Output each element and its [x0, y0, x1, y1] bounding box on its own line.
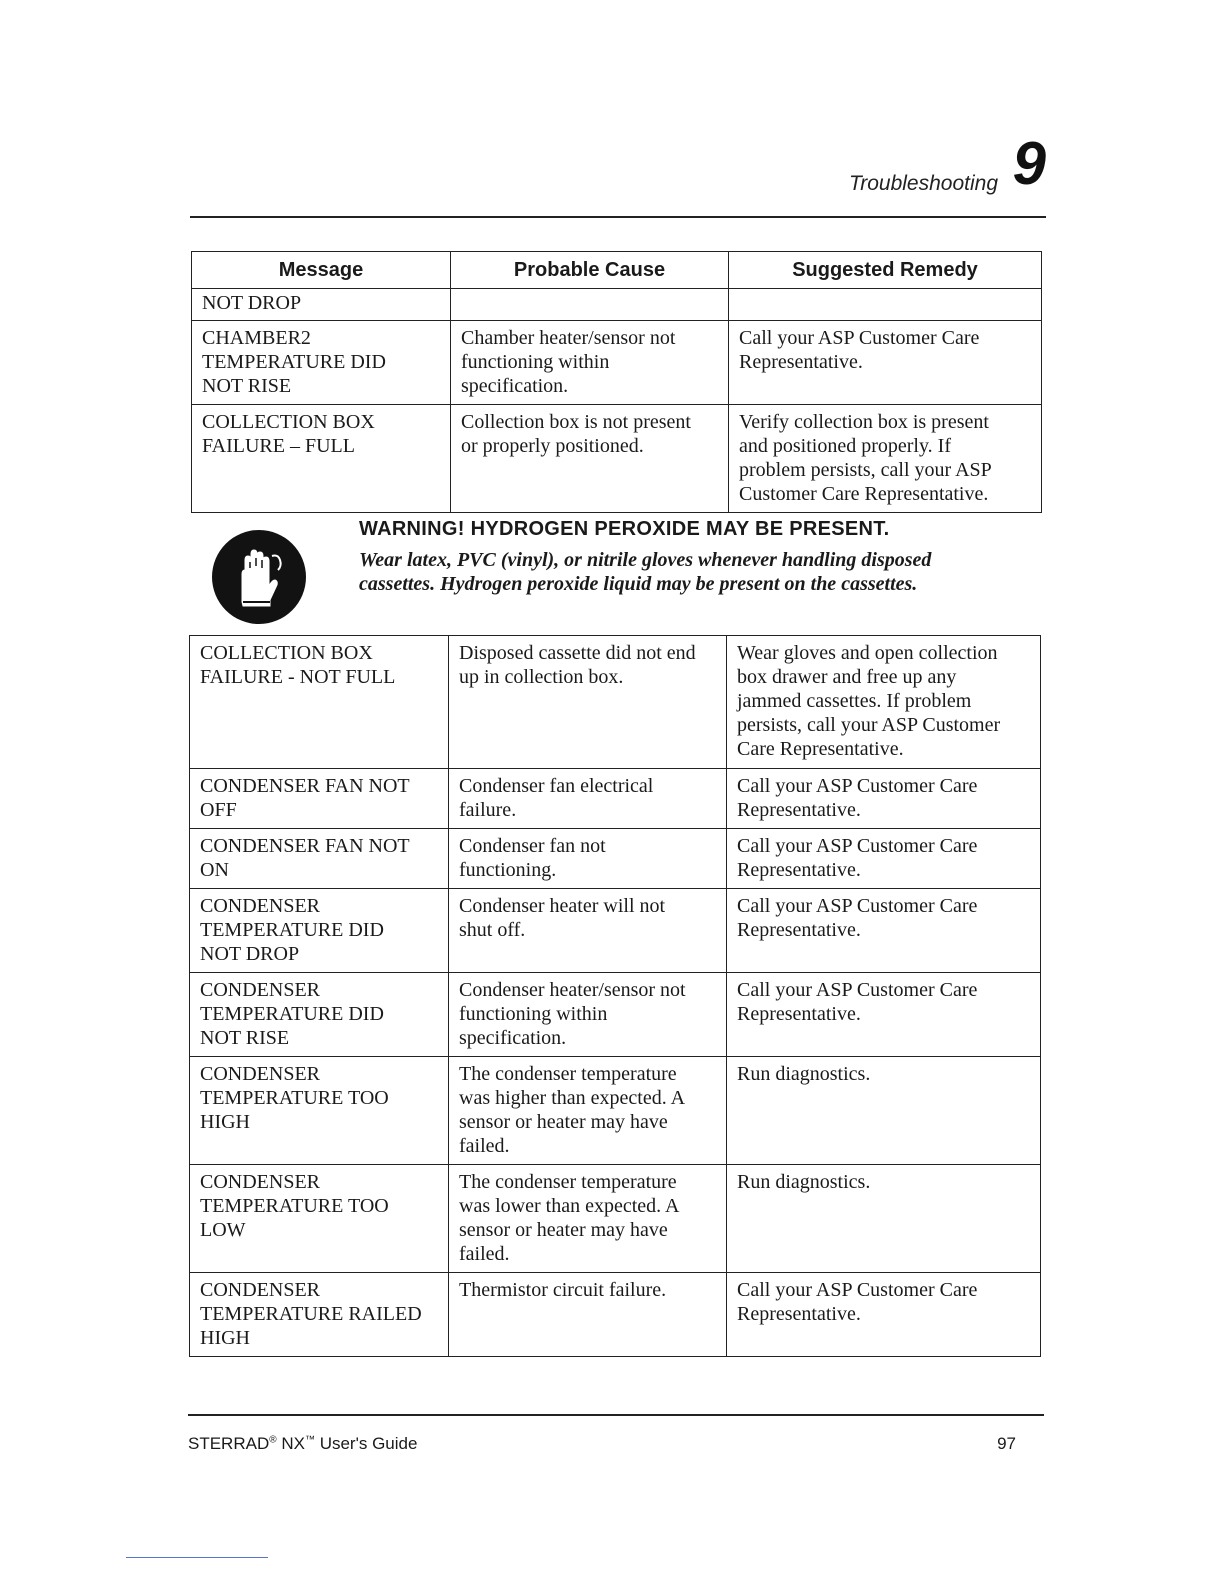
remedy-cell [727, 636, 1041, 769]
message-text: NOT DROP [202, 292, 302, 314]
remedy-cell [727, 769, 1041, 829]
message-cell [190, 1057, 449, 1165]
message-cell [190, 1273, 449, 1357]
table-row [190, 636, 1041, 769]
cause-text: Collection box is not present or properly positioned. [461, 411, 691, 457]
cause-text: Condenser heater/sensor not functioning within specification. [459, 979, 686, 1049]
cause-text: Condenser fan not functioning. [459, 835, 606, 881]
warning-block [198, 518, 1028, 626]
message-text: CONDENSER TEMPERATURE RAILED HIGH [200, 1279, 422, 1349]
table-row [190, 1273, 1041, 1357]
column-header-suggested-remedy: Suggested Remedy [729, 252, 1042, 289]
page-number: 97 [997, 1434, 1016, 1453]
guide-title [188, 1434, 417, 1454]
column-header-message: Message [192, 252, 451, 289]
message-cell [192, 289, 451, 321]
message-text: COLLECTION BOX FAILURE – FULL [202, 411, 375, 457]
remedy-cell [729, 405, 1042, 513]
chapter-title: Troubleshooting [848, 172, 998, 195]
guide-label: User's Guide [319, 1434, 418, 1453]
cause-text: Thermistor circuit failure. [459, 1279, 667, 1301]
remedy-text: Wear gloves and open collection box drawer and free up any jammed cassettes. If problem persists, call your ASP Customer Care Representative. [737, 642, 1001, 760]
model-name: NX [281, 1434, 305, 1453]
remedy-text: Verify collection box is present and positioned properly. If problem persists, call your ASP Customer Care Representative. [739, 411, 992, 505]
cause-text: Condenser fan electrical failure. [459, 775, 654, 821]
message-cell [192, 405, 451, 513]
trademark-mark: ™ [304, 1434, 315, 1446]
remedy-cell [729, 321, 1042, 405]
cause-cell [451, 289, 729, 321]
message-text: COLLECTION BOX FAILURE - NOT FULL [200, 642, 396, 688]
cause-cell [449, 889, 727, 973]
message-cell [190, 829, 449, 889]
column-header-probable-cause: Probable Cause [451, 252, 729, 289]
remedy-cell [729, 289, 1042, 321]
message-cell [190, 769, 449, 829]
cause-cell [451, 321, 729, 405]
warning-title: WARNING! HYDROGEN PEROXIDE MAY BE PRESENT. [359, 518, 890, 540]
product-name: STERRAD [188, 1434, 270, 1453]
remedy-cell [727, 1165, 1041, 1273]
message-text: CHAMBER2 TEMPERATURE DID NOT RISE [202, 327, 386, 397]
table-row [190, 829, 1041, 889]
remedy-cell [727, 973, 1041, 1057]
glove-icon [212, 530, 306, 624]
remedy-text: Call your ASP Customer Care Representative. [737, 895, 978, 941]
message-text: CONDENSER TEMPERATURE DID NOT DROP [200, 895, 384, 965]
remedy-cell [727, 1273, 1041, 1357]
cause-cell [449, 973, 727, 1057]
message-cell [192, 321, 451, 405]
message-cell [190, 973, 449, 1057]
message-text: CONDENSER FAN NOT OFF [200, 775, 410, 821]
page-footer [188, 1414, 1044, 1456]
table-row [192, 321, 1042, 405]
remedy-text: Call your ASP Customer Care Representative. [737, 1279, 978, 1325]
remedy-text: Run diagnostics. [737, 1171, 871, 1193]
table-row [192, 405, 1042, 513]
table-header-row [192, 252, 1042, 289]
scan-artifact-line [126, 1557, 268, 1558]
remedy-text: Call your ASP Customer Care Representative. [737, 775, 978, 821]
message-cell [190, 636, 449, 769]
cause-text: The condenser temperature was higher than expected. A sensor or heater may have failed. [459, 1063, 686, 1157]
troubleshooting-table-top [191, 251, 1042, 513]
remedy-text: Run diagnostics. [737, 1063, 871, 1085]
table-row [190, 889, 1041, 973]
message-text: CONDENSER TEMPERATURE DID NOT RISE [200, 979, 384, 1049]
message-text: CONDENSER TEMPERATURE TOO LOW [200, 1171, 389, 1241]
remedy-cell [727, 829, 1041, 889]
message-cell [190, 889, 449, 973]
table-row [190, 973, 1041, 1057]
table-row [190, 769, 1041, 829]
cause-cell [449, 769, 727, 829]
remedy-cell [727, 1057, 1041, 1165]
table-row [192, 289, 1042, 321]
registered-mark: ® [269, 1434, 277, 1446]
cause-text: Disposed cassette did not end up in collection box. [459, 642, 696, 688]
cause-text: Condenser heater will not shut off. [459, 895, 666, 941]
page-header [190, 130, 1046, 218]
warning-text: Wear latex, PVC (vinyl), or nitrile gloves whenever handling disposed cassettes. Hydrogen peroxide liquid may be present on the cassettes. [359, 549, 932, 595]
cause-cell [449, 636, 727, 769]
cause-cell [449, 1165, 727, 1273]
cause-cell [449, 1057, 727, 1165]
cause-text: Chamber heater/sensor not functioning within specification. [461, 327, 676, 397]
cause-cell [451, 405, 729, 513]
remedy-text: Call your ASP Customer Care Representative. [739, 327, 980, 373]
cause-cell [449, 829, 727, 889]
chapter-number: 9 [1012, 130, 1046, 197]
message-text: CONDENSER FAN NOT ON [200, 835, 410, 881]
message-text: CONDENSER TEMPERATURE TOO HIGH [200, 1063, 389, 1133]
cause-text: The condenser temperature was lower than expected. A sensor or heater may have failed. [459, 1171, 680, 1265]
table-row [190, 1165, 1041, 1273]
troubleshooting-table-bottom [189, 635, 1041, 1357]
remedy-text: Call your ASP Customer Care Representative. [737, 835, 978, 881]
remedy-cell [727, 889, 1041, 973]
message-cell [190, 1165, 449, 1273]
cause-cell [449, 1273, 727, 1357]
table-row [190, 1057, 1041, 1165]
remedy-text: Call your ASP Customer Care Representative. [737, 979, 978, 1025]
